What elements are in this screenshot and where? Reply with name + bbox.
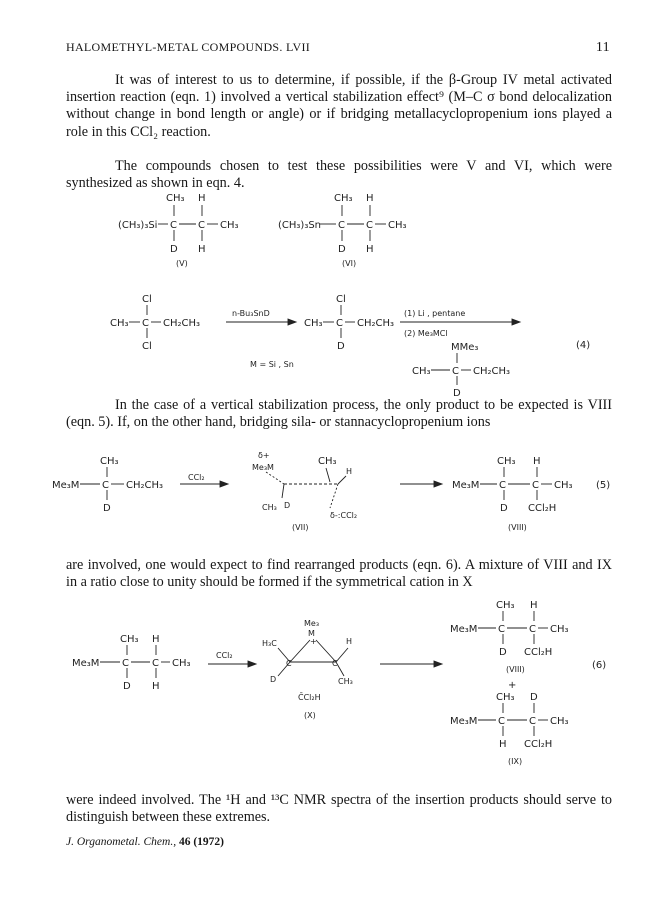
cation-x xyxy=(262,619,353,720)
plus-sign: + xyxy=(508,680,517,691)
svg-text:Cl: Cl xyxy=(336,294,346,305)
svg-text:CH₃: CH₃ xyxy=(262,503,277,512)
svg-text:CH₃: CH₃ xyxy=(550,624,569,635)
svg-text:Cl: Cl xyxy=(142,341,152,352)
svg-text:CH₃: CH₃ xyxy=(172,658,191,669)
svg-text:CH₃: CH₃ xyxy=(166,193,185,204)
svg-text:CH₃: CH₃ xyxy=(496,692,515,703)
svg-text:MMe₃: MMe₃ xyxy=(451,342,479,353)
svg-text:C: C xyxy=(142,318,149,329)
vi-metal-group: (CH₃)₃Sn xyxy=(278,220,322,231)
svg-text:CH₃: CH₃ xyxy=(497,456,516,467)
svg-text:D: D xyxy=(530,692,538,703)
svg-text:CH₃: CH₃ xyxy=(304,318,323,329)
svg-text:C: C xyxy=(286,659,292,668)
journal-name: J. Organometal. Chem., xyxy=(66,836,177,848)
svg-text:C: C xyxy=(198,220,205,231)
svg-text:CH₃: CH₃ xyxy=(110,318,129,329)
svg-text:D: D xyxy=(170,244,178,255)
svg-text:D: D xyxy=(337,341,345,352)
page-number: 11 xyxy=(595,40,610,55)
svg-text:D: D xyxy=(103,503,111,514)
structure-v xyxy=(118,193,239,268)
svg-text:CH₃: CH₃ xyxy=(120,634,139,645)
equation-5 xyxy=(0,450,672,540)
svg-text:H: H xyxy=(366,244,374,255)
svg-text:(X): (X) xyxy=(304,711,316,720)
product-viii xyxy=(450,600,569,674)
transition-state-vii xyxy=(252,451,357,532)
svg-text:CH₃: CH₃ xyxy=(412,366,431,377)
reagent-n-bu3snd: n-Bu₃SnD xyxy=(232,309,270,318)
structures-v-vi xyxy=(0,190,672,270)
paragraph-3: In the case of a vertical stabilization process, the only product to be expected is VIII (eqn. 5). If, on the other hand, bridging sila- or stannacyclopropenium ions xyxy=(66,397,612,431)
svg-text:D: D xyxy=(338,244,346,255)
svg-text:(VIII): (VIII) xyxy=(508,523,527,532)
svg-text:CH₃: CH₃ xyxy=(550,716,569,727)
svg-text:CCl₂H: CCl₂H xyxy=(528,503,557,514)
svg-text:C: C xyxy=(529,716,536,727)
svg-text:CCl₂H: CCl₂H xyxy=(524,647,553,658)
svg-text:C̄Cl₂H: C̄Cl₂H xyxy=(298,693,321,702)
svg-text:Cl: Cl xyxy=(142,294,152,305)
svg-text:D: D xyxy=(270,675,277,684)
svg-text:CH₂CH₃: CH₂CH₃ xyxy=(126,480,164,491)
equation-6 xyxy=(0,596,672,776)
reagent-ccl2-eqn6: CCl₂ xyxy=(216,651,233,660)
reagent-li-pentane: (1) Li , pentane xyxy=(404,309,466,318)
svg-text:CH₃: CH₃ xyxy=(388,220,407,231)
svg-text:C: C xyxy=(452,366,459,377)
svg-text:H: H xyxy=(152,681,160,692)
svg-text:C: C xyxy=(152,658,159,669)
svg-text:Me₃: Me₃ xyxy=(304,619,320,628)
svg-text:Me₃M: Me₃M xyxy=(252,463,274,472)
reagent-ccl2-eqn5: CCl₂ xyxy=(188,473,205,482)
product-ix xyxy=(450,692,569,766)
svg-text:C: C xyxy=(532,480,539,491)
svg-text:C: C xyxy=(498,624,505,635)
svg-text:CCl₂H: CCl₂H xyxy=(524,739,553,750)
svg-text:C: C xyxy=(122,658,129,669)
svg-text:C: C xyxy=(366,220,373,231)
svg-text:C: C xyxy=(338,220,345,231)
svg-text:H: H xyxy=(499,739,507,750)
svg-text:CH₂CH₃: CH₂CH₃ xyxy=(473,366,511,377)
structure-vi xyxy=(278,193,407,268)
svg-text:C: C xyxy=(529,624,536,635)
svg-text:δ-:CCl₂: δ-:CCl₂ xyxy=(330,511,358,520)
svg-text:(VIII): (VIII) xyxy=(506,665,525,674)
reagent-me3mcl: (2) Me₃MCl xyxy=(404,329,448,338)
svg-text:C: C xyxy=(102,480,109,491)
svg-text:(IX): (IX) xyxy=(508,757,523,766)
paragraph-2: The compounds chosen to test these possibilities were V and VI, which were synthesized as shown in eqn. 4. xyxy=(66,158,612,192)
v-metal-group: (CH₃)₃Si xyxy=(118,220,158,231)
running-header xyxy=(66,40,610,58)
svg-text:H: H xyxy=(198,244,206,255)
svg-text:H: H xyxy=(198,193,206,204)
svg-text:H₃C: H₃C xyxy=(262,639,277,648)
svg-text:(VII): (VII) xyxy=(292,523,309,532)
svg-text:C: C xyxy=(499,480,506,491)
svg-text:Me₃M: Me₃M xyxy=(52,480,80,491)
svg-text:H: H xyxy=(346,467,353,476)
svg-text:H: H xyxy=(346,637,353,646)
svg-text:(V): (V) xyxy=(176,259,188,268)
equation-number-6: (6) xyxy=(592,660,607,671)
svg-text:D: D xyxy=(123,681,131,692)
svg-text:H: H xyxy=(152,634,160,645)
svg-text:C: C xyxy=(170,220,177,231)
svg-text:CH₃: CH₃ xyxy=(318,456,337,467)
svg-text:C: C xyxy=(332,659,338,668)
paragraph-1: It was of interest to us to determine, if possible, if the β-Group IV metal activated insertion reaction (eqn. 1) involved a vertical stabilization effect⁹ (M–C σ bond delocalization without change in bond length or angle) or if bridging metallacyclopropenium ions played a role in this CCl₂ reaction. xyxy=(66,72,612,140)
svg-text:δ+: δ+ xyxy=(258,451,270,460)
equation-number-5: (5) xyxy=(596,480,611,491)
svg-text:C: C xyxy=(498,716,505,727)
svg-text:D: D xyxy=(500,503,508,514)
svg-text:CH₂CH₃: CH₂CH₃ xyxy=(357,318,395,329)
equation-number-4: (4) xyxy=(576,340,591,351)
svg-text:(VI): (VI) xyxy=(342,259,357,268)
svg-text:CH₂CH₃: CH₂CH₃ xyxy=(163,318,201,329)
paragraph-5: were indeed involved. The ¹H and ¹³C NMR spectra of the insertion products should serve to distinguish between these extremes. xyxy=(66,792,612,826)
metal-note: M = Si , Sn xyxy=(250,360,294,369)
svg-text:CH₃: CH₃ xyxy=(334,193,353,204)
svg-text:Me₃M: Me₃M xyxy=(450,624,478,635)
svg-text:Me₃M: Me₃M xyxy=(452,480,480,491)
svg-text:+: + xyxy=(310,637,317,646)
equation-4 xyxy=(0,292,672,399)
svg-text:D: D xyxy=(453,388,461,399)
svg-text:CH₃: CH₃ xyxy=(100,456,119,467)
svg-text:H: H xyxy=(533,456,541,467)
svg-text:CH₃: CH₃ xyxy=(338,677,353,686)
svg-text:Me₃M: Me₃M xyxy=(450,716,478,727)
svg-text:CH₃: CH₃ xyxy=(496,600,515,611)
svg-text:H: H xyxy=(366,193,374,204)
svg-text:D: D xyxy=(284,501,291,510)
paragraph-4: are involved, one would expect to find rearranged products (eqn. 6). A mixture of VIII and IX in a ratio close to unity should be formed if the symmetrical cation in X xyxy=(66,557,612,591)
running-title: HALOMETHYL-METAL COMPOUNDS. LVII xyxy=(66,40,311,54)
svg-text:D: D xyxy=(499,647,507,658)
svg-text:M: M xyxy=(308,629,315,638)
journal-citation xyxy=(66,836,224,848)
svg-text:C: C xyxy=(336,318,343,329)
svg-text:CH₃: CH₃ xyxy=(220,220,239,231)
svg-text:H: H xyxy=(530,600,538,611)
svg-text:Me₃M: Me₃M xyxy=(72,658,100,669)
journal-volume-year: 46 (1972) xyxy=(178,836,225,848)
svg-text:CH₃: CH₃ xyxy=(554,480,573,491)
